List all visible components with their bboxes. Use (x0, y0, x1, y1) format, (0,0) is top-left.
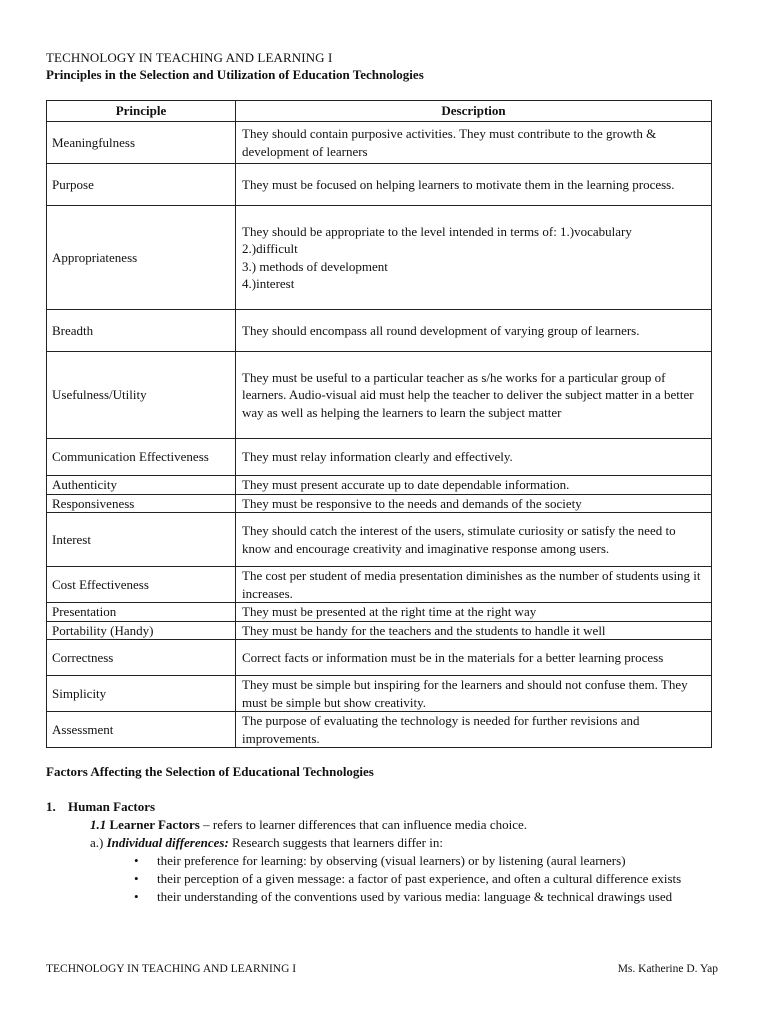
footer-author: Ms. Katherine D. Yap (617, 963, 718, 975)
principle-cell: Presentation (47, 603, 236, 622)
principles-table (46, 100, 712, 748)
description-cell: They must be focused on helping learners to motivate them in the learning process. (236, 164, 712, 206)
description-cell: They must be responsive to the needs and demands of the society (236, 494, 712, 513)
description-cell: The cost per student of media presentation diminishes as the number of students using it increases. (236, 567, 712, 603)
description-cell: Correct facts or information must be in the materials for a better learning process (236, 640, 712, 676)
principle-cell: Cost Effectiveness (47, 567, 236, 603)
human-factors-heading (46, 798, 718, 816)
learner-factors-line (90, 816, 718, 834)
document-header (46, 49, 424, 83)
table-row (47, 513, 712, 567)
principle-cell: Correctness (47, 640, 236, 676)
factors-section (46, 763, 718, 906)
description-cell: They should contain purposive activities. They must contribute to the growth & development of learners (236, 122, 712, 164)
description-cell: They should be appropriate to the level intended in terms of: 1.)vocabulary 2.)difficult 3.) methods of development 4.)interest (236, 206, 712, 310)
subsection-number: 1.1 (90, 817, 107, 832)
list-item (134, 888, 718, 906)
factors-heading: Factors Affecting the Selection of Educational Technologies (46, 764, 374, 779)
table-row (47, 567, 712, 603)
item-text: Research suggests that learners differ in: (228, 835, 443, 850)
table-row (47, 122, 712, 164)
item-title: Individual differences: (106, 835, 229, 850)
principle-cell: Portability (Handy) (47, 621, 236, 640)
principle-cell: Authenticity (47, 476, 236, 495)
differences-list (46, 852, 718, 906)
table-row (47, 439, 712, 476)
table-row (47, 494, 712, 513)
principle-cell: Communication Effectiveness (47, 439, 236, 476)
description-cell: The purpose of evaluating the technology is needed for further revisions and improvements. (236, 712, 712, 748)
item-label: a.) (90, 835, 104, 850)
page-footer (46, 963, 718, 975)
principle-cell: Breadth (47, 310, 236, 352)
subsection-text: – refers to learner differences that can influence media choice. (199, 817, 527, 832)
table-row (47, 603, 712, 622)
table-row (47, 712, 712, 748)
bullet-icon: • (134, 889, 139, 904)
list-item (134, 852, 718, 870)
list-item (134, 870, 718, 888)
description-cell: They must be simple but inspiring for the learners and should not confuse them. They must be simple but show creativity. (236, 676, 712, 712)
section-subtitle: Principles in the Selection and Utilization of Education Technologies (46, 67, 424, 82)
principle-cell: Interest (47, 513, 236, 567)
table-row (47, 206, 712, 310)
column-header-principle: Principle (47, 101, 236, 122)
section-number: 1. (46, 799, 56, 814)
description-cell: They must be presented at the right time at the right way (236, 603, 712, 622)
section-title: Human Factors (68, 799, 156, 814)
description-cell: They must present accurate up to date dependable information. (236, 476, 712, 495)
list-item-text: their perception of a given message: a factor of past experience, and often a cultural difference exists (157, 871, 682, 886)
principle-cell: Simplicity (47, 676, 236, 712)
footer-course: TECHNOLOGY IN TEACHING AND LEARNING I (46, 963, 297, 975)
principle-cell: Appropriateness (47, 206, 236, 310)
column-header-description: Description (236, 101, 712, 122)
principle-cell: Usefulness/Utility (47, 352, 236, 439)
table-row (47, 676, 712, 712)
list-item-text: their understanding of the conventions used by various media: language & technical drawings used (157, 889, 673, 904)
bullet-icon: • (134, 853, 139, 868)
table-row (47, 476, 712, 495)
description-cell: They must be useful to a particular teacher as s/he works for a particular group of learners. Audio-visual aid must help the teacher to deliver the subject matter in a better way as well as helping the learners to learn the subject matter (236, 352, 712, 439)
description-cell: They should catch the interest of the users, stimulate curiosity or satisfy the need to know and encourage creativity and imaginative response among users. (236, 513, 712, 567)
subsection-title: Learner Factors (109, 817, 200, 832)
table-row (47, 352, 712, 439)
description-cell: They should encompass all round development of varying group of learners. (236, 310, 712, 352)
description-cell: They must relay information clearly and effectively. (236, 439, 712, 476)
principle-cell: Purpose (47, 164, 236, 206)
list-item-text: their preference for learning: by observing (visual learners) or by listening (aural learners) (157, 853, 626, 868)
table-row (47, 164, 712, 206)
table-header-row (47, 101, 712, 122)
description-cell: They must be handy for the teachers and the students to handle it well (236, 621, 712, 640)
table-row (47, 310, 712, 352)
course-title: TECHNOLOGY IN TEACHING AND LEARNING I (46, 50, 333, 65)
table-row (47, 640, 712, 676)
principle-cell: Assessment (47, 712, 236, 748)
individual-differences-line (90, 834, 718, 852)
table-row (47, 621, 712, 640)
bullet-icon: • (134, 871, 139, 886)
principle-cell: Meaningfulness (47, 122, 236, 164)
principle-cell: Responsiveness (47, 494, 236, 513)
